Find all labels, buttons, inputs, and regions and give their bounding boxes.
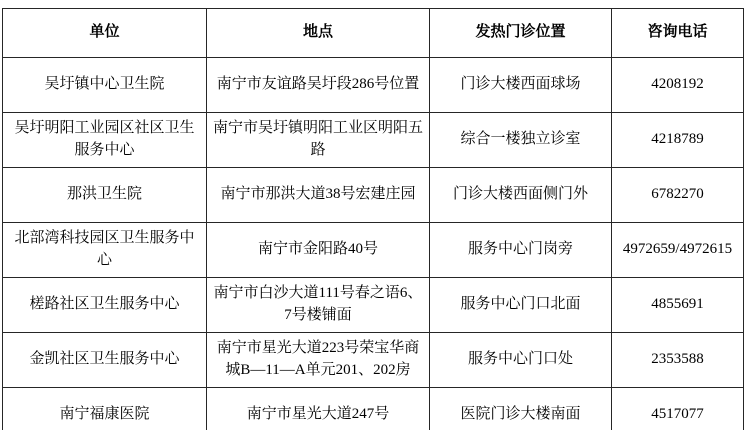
cell-unit: 南宁福康医院	[3, 388, 207, 430]
cell-phone: 2353588	[612, 333, 744, 388]
cell-unit: 金凯社区卫生服务中心	[3, 333, 207, 388]
table-row	[3, 223, 744, 278]
table-body	[3, 58, 744, 430]
table-row	[3, 278, 744, 333]
cell-unit: 吴圩明阳工业园区社区卫生服务中心	[3, 113, 207, 168]
cell-address: 南宁市星光大道223号荣宝华商城B—11—A单元201、202房	[207, 333, 430, 388]
cell-unit: 那洪卫生院	[3, 168, 207, 223]
cell-address: 南宁市白沙大道111号春之语6、7号楼铺面	[207, 278, 430, 333]
cell-phone: 4218789	[612, 113, 744, 168]
table-row	[3, 168, 744, 223]
cell-address: 南宁市吴圩镇明阳工业区明阳五路	[207, 113, 430, 168]
cell-phone: 6782270	[612, 168, 744, 223]
cell-clinic-location: 门诊大楼西面球场	[430, 58, 612, 113]
cell-unit: 槎路社区卫生服务中心	[3, 278, 207, 333]
cell-address: 南宁市星光大道247号	[207, 388, 430, 430]
cell-unit: 北部湾科技园区卫生服务中心	[3, 223, 207, 278]
cell-phone: 4855691	[612, 278, 744, 333]
column-header-unit: 单位	[3, 9, 207, 58]
cell-address: 南宁市金阳路40号	[207, 223, 430, 278]
cell-unit: 吴圩镇中心卫生院	[3, 58, 207, 113]
cell-address: 南宁市友谊路吴圩段286号位置	[207, 58, 430, 113]
cell-clinic-location: 门诊大楼西面侧门外	[430, 168, 612, 223]
table-row	[3, 58, 744, 113]
cell-phone: 4208192	[612, 58, 744, 113]
column-header-phone: 咨询电话	[612, 9, 744, 58]
cell-clinic-location: 服务中心门口北面	[430, 278, 612, 333]
cell-phone: 4972659/4972615	[612, 223, 744, 278]
cell-clinic-location: 综合一楼独立诊室	[430, 113, 612, 168]
fever-clinic-table	[2, 8, 744, 430]
cell-phone: 4517077	[612, 388, 744, 430]
cell-clinic-location: 医院门诊大楼南面	[430, 388, 612, 430]
table-row	[3, 333, 744, 388]
table-header-row	[3, 9, 744, 58]
column-header-address: 地点	[207, 9, 430, 58]
table-row	[3, 388, 744, 430]
cell-address: 南宁市那洪大道38号宏建庄园	[207, 168, 430, 223]
column-header-clinic-location: 发热门诊位置	[430, 9, 612, 58]
cell-clinic-location: 服务中心门岗旁	[430, 223, 612, 278]
cell-clinic-location: 服务中心门口处	[430, 333, 612, 388]
table-row	[3, 113, 744, 168]
